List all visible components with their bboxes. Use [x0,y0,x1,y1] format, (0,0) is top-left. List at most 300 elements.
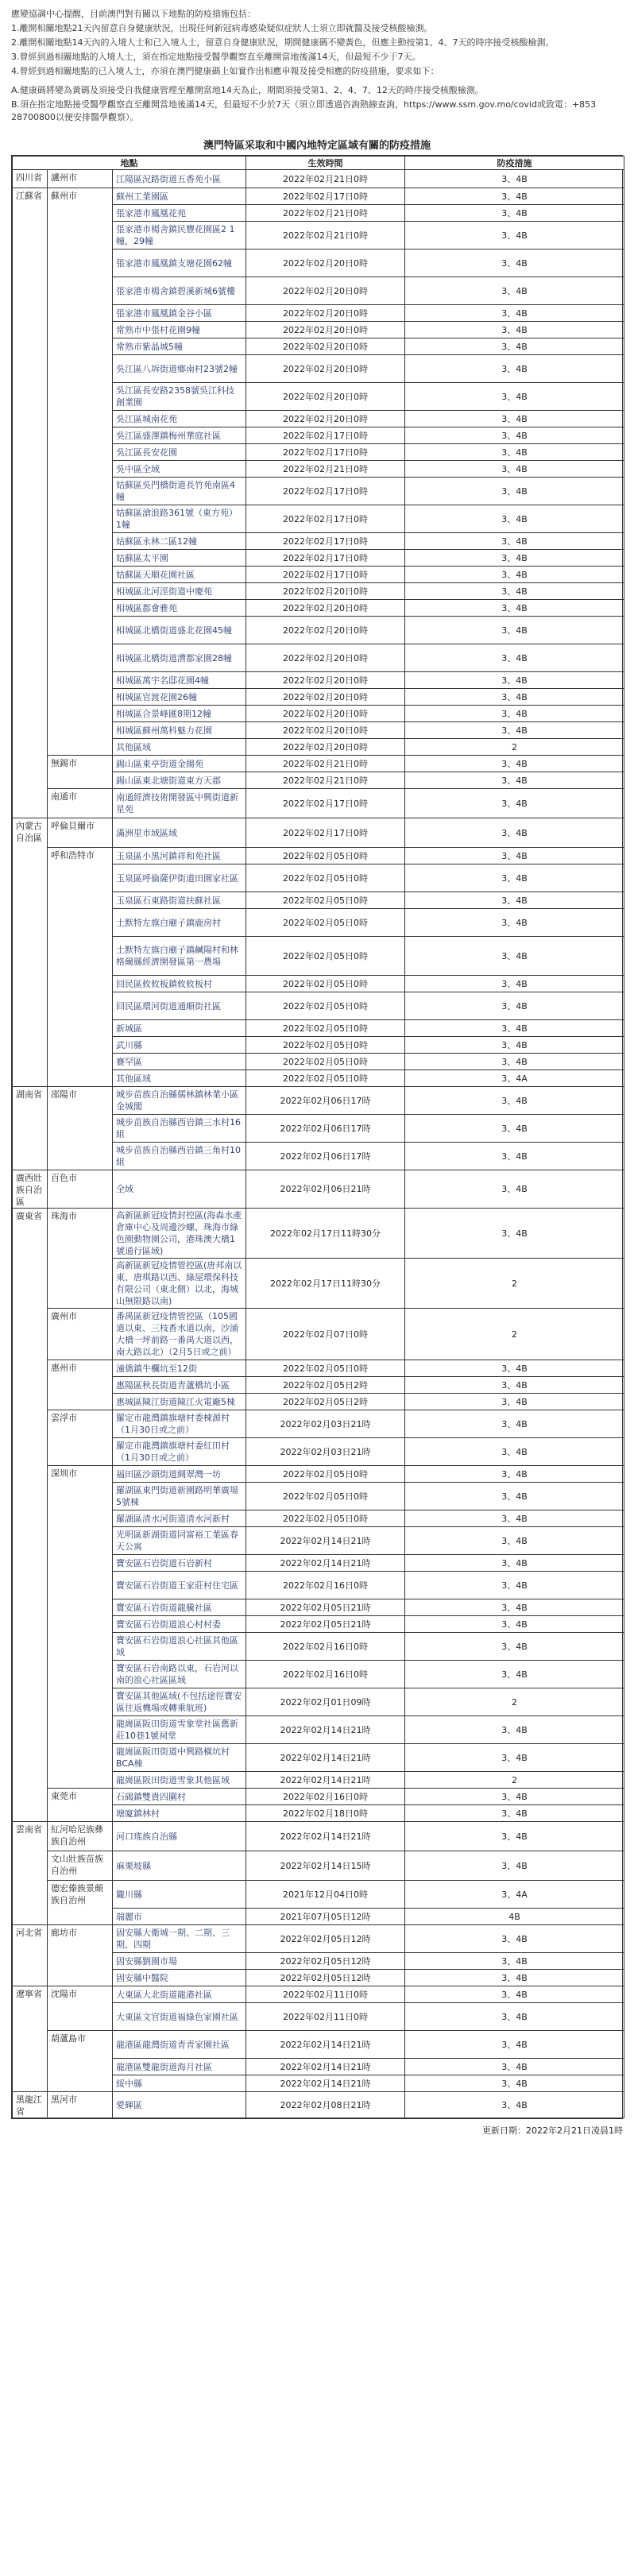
table-row [13,1881,624,1909]
measure-cell: 3、4B [405,583,624,600]
location-cell: 土默特左旗白廟子鎮鹹陽村和林格爾縣經濟開發區第一農場 [113,937,246,976]
table-row [13,1925,624,1953]
location-cell: 城步苗族自治縣西岩鎮三角村10組 [113,1143,246,1170]
province-cell: 四川省 [13,170,48,188]
city-cell: 沈陽市 [48,1986,113,2031]
measure-cell: 3、4B [405,1438,624,1466]
location-cell: 土默特左旗白廟子鎮鹿房村 [113,909,246,937]
measure-cell: 3、4B [405,411,624,427]
measure-cell: 3、4B [405,689,624,706]
measure-cell: 3、4B [405,1716,624,1744]
effective-time-cell: 2022年02月05日0時 [246,892,405,909]
location-cell: 隴川縣 [113,1881,246,1909]
measure-cell: 3、4B [405,355,624,383]
effective-time-cell: 2022年02月01日09時 [246,1688,405,1716]
effective-time-cell: 2022年02月20日0時 [246,411,405,427]
effective-time-cell: 2022年02月05日2時 [246,1394,405,1410]
location-cell: 潼僑鎮牛欄坑至12街 [113,1360,246,1377]
location-cell: 愛輝區 [113,2092,246,2118]
city-cell: 葫蘆島市 [48,2031,113,2092]
effective-time-cell: 2022年02月20日0時 [246,305,405,322]
measure-cell: 3、4B [405,1143,624,1170]
header-place: 地點 [13,157,246,170]
province-cell: 廣西壯族自治區 [13,1170,48,1209]
effective-time-cell: 2022年02月17日0時 [246,567,405,583]
measure-cell: 3、4B [405,722,624,739]
measure-cell: 3、4B [405,1633,624,1661]
measure-cell: 3、4B [405,2003,624,2031]
table-row [13,1986,624,2003]
measure-cell: 2 [405,739,624,756]
measure-cell: 3、4A [405,1070,624,1087]
measure-cell: 3、4B [405,864,624,892]
measures-table-wrapper [11,155,623,2119]
measure-cell: 3、4B [405,1115,624,1143]
intro-item-2: 2.離開相關地點14天內的入境人士和已入境人士，留意自身健康狀況，期間健康碼不變黃色，但應主動按第1、4、7天的時序接受核酸檢測。 [11,37,555,48]
location-cell: 寶安區其他區域(不包括途徑寶安區往返機場或轉乘航班) [113,1688,246,1716]
table-row [13,1087,624,1115]
effective-time-cell: 2022年02月06日21時 [246,1170,405,1209]
location-cell: 固安縣大衛城一期、二期、三期、四期 [113,1925,246,1953]
effective-time-cell: 2022年02月21日0時 [246,222,405,249]
effective-time-cell: 2022年02月16日0時 [246,1572,405,1599]
measure-cell: 3、4B [405,1020,624,1037]
table-body [13,170,624,2118]
city-cell: 呼倫貝爾市 [48,818,113,848]
location-cell: 羅湖區東門街道新園路明華廣場5號棟 [113,1483,246,1510]
effective-time-cell: 2021年07月05日12時 [246,1909,405,1925]
location-cell: 常熟市中張村花園9幢 [113,322,246,338]
effective-time-cell: 2022年02月20日0時 [246,355,405,383]
effective-time-cell: 2022年02月11日0時 [246,1986,405,2003]
location-cell: 姑蘇區太平園 [113,550,246,567]
effective-time-cell: 2022年02月14日21時 [246,2075,405,2092]
table-row [13,1360,624,1377]
effective-time-cell: 2022年02月20日0時 [246,277,405,305]
measure-cell: 3、4B [405,427,624,444]
effective-time-cell: 2022年02月21日0時 [246,461,405,478]
effective-time-cell: 2022年02月05日0時 [246,1020,405,1037]
measure-cell: 3、4B [405,1410,624,1438]
location-cell: 光明區新湖街道同富裕工業區春天公寓 [113,1527,246,1555]
effective-time-cell: 2022年02月05日0時 [246,1054,405,1070]
measure-cell: 3、4B [405,1555,624,1572]
location-cell: 寶安區石岩街道石岩新村 [113,1555,246,1572]
measure-cell: 3、4B [405,2092,624,2118]
measure-cell: 3、4B [405,1789,624,1805]
city-cell: 深圳市 [48,1466,113,1789]
location-cell: 姑蘇區永林二區12幢 [113,533,246,550]
measure-cell: 3、4B [405,756,624,772]
location-cell: 回民區環河街道通順街社區 [113,992,246,1020]
effective-time-cell: 2022年02月17日0時 [246,444,405,461]
measure-cell: 3、4B [405,1510,624,1527]
province-cell: 黑龍江省 [13,2092,48,2118]
location-cell: 江陽區況路街道五香苑小區 [113,170,246,188]
location-cell: 賽罕區 [113,1054,246,1070]
location-cell: 新城區 [113,1020,246,1037]
effective-time-cell: 2022年02月05日21時 [246,1599,405,1616]
measure-cell: 3、4B [405,1087,624,1115]
measure-cell: 3、4B [405,1986,624,2003]
location-cell: 河口瑤族自治縣 [113,1822,246,1851]
intro-note-a: A.健康碼將變為黃碼及須接受自我健康管理至離開當地14天為止，期間須接受第1、2、4、7、12天的時序接受核酸檢測。 [11,85,484,95]
effective-time-cell: 2022年02月17日0時 [246,818,405,848]
location-cell: 吳江區長安花園 [113,444,246,461]
location-cell: 相城區都會雅苑 [113,600,246,617]
location-cell: 城步苗族自治縣西岩鎮三水村16組 [113,1115,246,1143]
measure-cell: 3、4B [405,383,624,411]
measures-table [12,156,624,2118]
effective-time-cell: 2022年02月21日0時 [246,170,405,188]
measure-cell: 3、4B [405,1851,624,1881]
province-cell: 內蒙古自治區 [13,818,48,1087]
update-date: 更新日期：2022年2月21日凌晨1時 [482,2125,623,2136]
effective-time-cell: 2022年02月05日12時 [246,1953,405,1970]
province-cell: 雲南省 [13,1822,48,1925]
city-cell: 雲浮市 [48,1410,113,1466]
effective-time-cell: 2022年02月06日17時 [246,1143,405,1170]
location-cell: 寶安區石岩街道龍騰社區 [113,1599,246,1616]
effective-time-cell: 2022年02月20日0時 [246,322,405,338]
province-cell: 廣東省 [13,1209,48,1822]
location-cell: 滿洲里市域區域 [113,818,246,848]
effective-time-cell: 2022年02月20日0時 [246,722,405,739]
measure-cell: 3、4B [405,505,624,533]
measure-cell: 3、4B [405,277,624,305]
table-title: 澳門特區采取和中國內地特定區域有關的防疫措施 [203,140,431,152]
location-cell: 固安縣劉園市場 [113,1953,246,1970]
measure-cell: 2 [405,1309,624,1360]
effective-time-cell: 2022年02月16日0時 [246,1661,405,1688]
effective-time-cell: 2022年02月08日21時 [246,2092,405,2118]
intro-section [0,0,634,129]
measure-cell: 3、4B [405,1054,624,1070]
effective-time-cell: 2022年02月17日0時 [246,188,405,205]
location-cell: 全域 [113,1170,246,1209]
location-cell: 姑蘇區天順花園社區 [113,567,246,583]
effective-time-cell: 2022年02月14日21時 [246,1822,405,1851]
measure-cell: 3、4B [405,338,624,355]
location-cell: 麻栗坡縣 [113,1851,246,1881]
measure-cell: 3、4B [405,170,624,188]
table-row [13,1851,624,1881]
measure-cell: 3、4B [405,1744,624,1772]
effective-time-cell: 2022年02月05日0時 [246,909,405,937]
measure-cell: 3、4B [405,672,624,689]
effective-time-cell: 2022年02月20日0時 [246,739,405,756]
measure-cell: 3、4B [405,2059,624,2075]
effective-time-cell: 2021年12月04日0時 [246,1881,405,1909]
effective-time-cell: 2022年02月20日0時 [246,644,405,672]
location-cell: 石碣鎮雙貴四圍村 [113,1789,246,1805]
location-cell: 回民區攸攸板鎮攸攸板村 [113,976,246,992]
city-cell: 無錫市 [48,756,113,789]
effective-time-cell: 2022年02月16日0時 [246,1789,405,1805]
effective-time-cell: 2022年02月05日0時 [246,848,405,864]
location-cell: 相城區萬宇名邸花園4幢 [113,672,246,689]
location-cell: 龍港區龍灣街道青青家園社區 [113,2031,246,2059]
effective-time-cell: 2022年02月14日21時 [246,1744,405,1772]
measure-cell: 2 [405,1688,624,1716]
effective-time-cell: 2022年02月14日21時 [246,2031,405,2059]
effective-time-cell: 2022年02月14日21時 [246,1716,405,1744]
location-cell: 姑蘇區滄浪路361號（東方苑）1幢 [113,505,246,533]
table-row [13,818,624,848]
location-cell: 相城區蘇州萬科魅力花園 [113,722,246,739]
location-cell: 寶安區石岩街道浪心村村委 [113,1616,246,1633]
measure-cell: 3、4B [405,818,624,848]
location-cell: 武川縣 [113,1037,246,1054]
table-row [13,756,624,772]
effective-time-cell: 2022年02月21日0時 [246,772,405,789]
location-cell: 固安縣中醫院 [113,1970,246,1986]
effective-time-cell: 2022年02月20日0時 [246,383,405,411]
location-cell: 羅定市龍灣鎮旗塘村委紅田村（1月30日或之前） [113,1438,246,1466]
location-cell: 綏中縣 [113,2075,246,2092]
table-header-row [13,157,624,170]
measure-cell: 3、4B [405,909,624,937]
location-cell: 相城區北橋街道漕都家園28幢 [113,644,246,672]
effective-time-cell: 2022年02月17日0時 [246,478,405,505]
location-cell: 相城區合景峰匯8期12幢 [113,706,246,722]
effective-time-cell: 2022年02月05日0時 [246,1466,405,1483]
location-cell: 玉泉區小黑河鎮祥和苑社區 [113,848,246,864]
effective-time-cell: 2022年02月05日0時 [246,1510,405,1527]
location-cell: 龍崗區阪田街道雪象堂社區舊新莊10巷1號祠堂 [113,1716,246,1744]
location-cell: 惠城區陳江街道陳江火電廠5棟 [113,1394,246,1410]
effective-time-cell: 2022年02月20日0時 [246,617,405,644]
effective-time-cell: 2022年02月17日0時 [246,550,405,567]
table-row [13,1170,624,1209]
city-cell: 呼和浩特市 [48,848,113,1087]
measure-cell: 3、4B [405,461,624,478]
effective-time-cell: 2022年02月05日12時 [246,1970,405,1986]
location-cell: 玉泉區石東路街道扶蘇社區 [113,892,246,909]
measure-cell: 3、4B [405,1805,624,1822]
table-row [13,1466,624,1483]
effective-time-cell: 2022年02月06日17時 [246,1115,405,1143]
measure-cell: 3、4B [405,222,624,249]
table-row [13,2031,624,2059]
table-row [13,1410,624,1438]
city-cell: 東莞市 [48,1789,113,1822]
measure-cell: 3、4B [405,992,624,1020]
effective-time-cell: 2022年02月14日21時 [246,1772,405,1789]
location-cell: 其他區域 [113,1070,246,1087]
effective-time-cell: 2022年02月17日11時30分 [246,1209,405,1259]
location-cell: 相城區北河涇街道中慶苑 [113,583,246,600]
intro-note-b: B.須在指定地點接受醫學觀察直至離開當地後滿14天，但最短不少於7天（須立即透過咨詢熱線查詢，https://www.ssm.gov.mo/covid或致電：+853 28700800以便安排醫學觀察）。 [11,99,597,122]
location-cell: 張家港市鳳凰鎮金谷小區 [113,305,246,322]
table-row [13,170,624,188]
intro-item-3: 3.曾經到過相關地點的入境人士，須在指定地點接受醫學觀察直至離開當地後滿14天，但最短不少于7天。 [11,52,421,62]
effective-time-cell: 2022年02月17日0時 [246,789,405,818]
location-cell: 惠陽區秋長街道青蘆橋坑小區 [113,1377,246,1394]
measure-cell: 3、4B [405,706,624,722]
measure-cell: 3、4B [405,937,624,976]
effective-time-cell: 2022年02月17日0時 [246,427,405,444]
province-cell: 遼寧省 [13,1986,48,2092]
location-cell: 南通經濟技術開發區中興街道新星苑 [113,789,246,818]
location-cell: 錫山區東亭街道金揚苑 [113,756,246,772]
effective-time-cell: 2022年02月05日0時 [246,976,405,992]
effective-time-cell: 2022年02月05日12時 [246,1925,405,1953]
measure-cell: 3、4B [405,1527,624,1555]
location-cell: 吳中區全域 [113,461,246,478]
location-cell: 錫山區東北塘街道東方天郡 [113,772,246,789]
effective-time-cell: 2022年02月05日0時 [246,1483,405,1510]
city-cell: 廣州市 [48,1309,113,1360]
location-cell: 塘廈鎮林村 [113,1805,246,1822]
effective-time-cell: 2022年02月14日21時 [246,2059,405,2075]
location-cell: 常熟市紫晶城5幢 [113,338,246,355]
measure-cell: 3、4B [405,1377,624,1394]
effective-time-cell: 2022年02月17日0時 [246,533,405,550]
city-cell: 惠州市 [48,1360,113,1410]
city-cell: 黑河市 [48,2092,113,2118]
city-cell: 德宏傣族景頗族自治州 [48,1881,113,1925]
measure-cell: 3、4B [405,1170,624,1209]
effective-time-cell: 2022年02月05日0時 [246,1360,405,1377]
effective-time-cell: 2022年02月03日21時 [246,1410,405,1438]
measure-cell: 3、4B [405,1483,624,1510]
effective-time-cell: 2022年02月05日21時 [246,1616,405,1633]
measure-cell: 3、4B [405,600,624,617]
intro-item-1: 1.離開相關地點21天內留意自身健康狀況，出現任何新冠病毒感染疑似症狀人士須立即就醫及接受核酸檢測。 [11,23,433,33]
effective-time-cell: 2022年02月18日0時 [246,1805,405,1822]
measure-cell: 2 [405,1259,624,1309]
city-cell: 南通市 [48,789,113,818]
city-cell: 廊坊市 [48,1925,113,1986]
city-cell: 百色市 [48,1170,113,1209]
measure-cell: 3、4A [405,1881,624,1909]
location-cell: 相城區北橋街道盛北花園45幢 [113,617,246,644]
measure-cell: 3、4B [405,188,624,205]
measure-cell: 3、4B [405,1466,624,1483]
city-cell: 紅河哈尼族彝族自治州 [48,1822,113,1851]
table-row [13,1789,624,1805]
effective-time-cell: 2022年02月20日0時 [246,249,405,277]
table-row [13,2092,624,2118]
measure-cell: 4B [405,1909,624,1925]
location-cell: 吳江區盛澤鎮梅州華庭社區 [113,427,246,444]
measure-cell: 3、4B [405,1925,624,1953]
effective-time-cell: 2022年02月20日0時 [246,600,405,617]
location-cell: 番禺區新冠疫情管控區（105國道以東、三枝香水道以南，沙涌大橋一坪前路一番禺大道以西，南大路以北）（2月5日或之前） [113,1309,246,1360]
location-cell: 其他區域 [113,739,246,756]
location-cell: 龍崗區阪田街道雪象其他區域 [113,1772,246,1789]
location-cell: 高新區新冠疫情封控區(海森水產倉庫中心及周邊沙螺、珠海市綠色園動物園公司，港珠澳大橋1號通行區域) [113,1209,246,1259]
location-cell: 寶安區石岩街道王家莊村住宅區 [113,1572,246,1599]
effective-time-cell: 2022年02月20日0時 [246,583,405,600]
header-time: 生效時間 [246,157,405,170]
measure-cell: 3、4B [405,1599,624,1616]
measure-cell: 3、4B [405,533,624,550]
city-cell: 蘇州市 [48,188,113,756]
measure-cell: 3、4B [405,2031,624,2059]
location-cell: 大東區大北街道龍港社區 [113,1986,246,2003]
location-cell: 吳江區八坼街道鄉南村23號2幢 [113,355,246,383]
measure-cell: 3、4B [405,1360,624,1377]
intro-item-4: 4.曾經到過相關地點的已入境人士，亦須在澳門健康碼上如實作出相應申報及接受相應的防疫措施，要求如下： [11,66,439,76]
effective-time-cell: 2022年02月03日21時 [246,1438,405,1466]
measure-cell: 3、4B [405,205,624,222]
location-cell: 龍港區雙龍街道海月社區 [113,2059,246,2075]
effective-time-cell: 2022年02月05日0時 [246,992,405,1020]
location-cell: 張家港市鳳凰花苑 [113,205,246,222]
table-row [13,789,624,818]
measure-cell: 3、4B [405,976,624,992]
effective-time-cell: 2022年02月11日0時 [246,2003,405,2031]
effective-time-cell: 2022年02月20日0時 [246,706,405,722]
effective-time-cell: 2022年02月20日0時 [246,689,405,706]
location-cell: 龍崗區阪田街道中興路橫坑村BCA棟 [113,1744,246,1772]
effective-time-cell: 2022年02月20日0時 [246,338,405,355]
measure-cell: 3、4B [405,892,624,909]
city-cell: 瀘州市 [48,170,113,188]
measure-cell: 3、4B [405,848,624,864]
location-cell: 瑞麗市 [113,1909,246,1925]
measure-cell: 3、4B [405,1572,624,1599]
measure-cell: 3、4B [405,305,624,322]
measure-cell: 3、4B [405,1616,624,1633]
effective-time-cell: 2022年02月21日0時 [246,756,405,772]
effective-time-cell: 2022年02月21日0時 [246,205,405,222]
measure-cell: 3、4B [405,1394,624,1410]
location-cell: 玉泉區呼倫薩伊街道田園家社區 [113,864,246,892]
table-row [13,1309,624,1360]
effective-time-cell: 2022年02月14日15時 [246,1851,405,1881]
location-cell: 大東區文官街道福綠色家園社區 [113,2003,246,2031]
location-cell: 福田區沙頭街道綢翠灣一坊 [113,1466,246,1483]
measure-cell: 3、4B [405,2075,624,2092]
effective-time-cell: 2022年02月05日0時 [246,1037,405,1054]
table-row [13,1822,624,1851]
effective-time-cell: 2022年02月14日21時 [246,1555,405,1572]
table-row [13,848,624,864]
measure-cell: 3、4B [405,1209,624,1259]
location-cell: 蘇州工業園區 [113,188,246,205]
location-cell: 張家港市楊舍鎮民豐花園區2 1幢，29幢 [113,222,246,249]
province-cell: 河北省 [13,1925,48,1986]
measure-cell: 3、4B [405,1822,624,1851]
effective-time-cell: 2022年02月05日0時 [246,937,405,976]
measure-cell: 3、4B [405,567,624,583]
measure-cell: 3、4B [405,249,624,277]
measure-cell: 2 [405,1772,624,1789]
effective-time-cell: 2022年02月20日0時 [246,672,405,689]
city-cell: 邵陽市 [48,1087,113,1170]
effective-time-cell: 2022年02月07日0時 [246,1309,405,1360]
location-cell: 相城區官渡花園26幢 [113,689,246,706]
header-measure: 防疫措施 [405,157,624,170]
location-cell: 羅定市龍灣鎮旗塘村委棟源村（1月30日或之前） [113,1410,246,1438]
province-cell: 湖南省 [13,1087,48,1170]
effective-time-cell: 2022年02月17日11時30分 [246,1259,405,1309]
location-cell: 張家港市鳳凰鎮支塘花園62幢 [113,249,246,277]
location-cell: 吳江區長安路2358號吳江科技創業園 [113,383,246,411]
effective-time-cell: 2022年02月16日0時 [246,1633,405,1661]
location-cell: 寶安區石岩南路以東，石岩河以南的浪心社區區域 [113,1661,246,1688]
measure-cell: 3、4B [405,789,624,818]
effective-time-cell: 2022年02月05日0時 [246,1070,405,1087]
location-cell: 城步苗族自治縣儒林鎮林業小區金城閣 [113,1087,246,1115]
measure-cell: 3、4B [405,1037,624,1054]
measure-cell: 3、4B [405,1953,624,1970]
measure-cell: 3、4B [405,1970,624,1986]
location-cell: 吳江區城南花苑 [113,411,246,427]
